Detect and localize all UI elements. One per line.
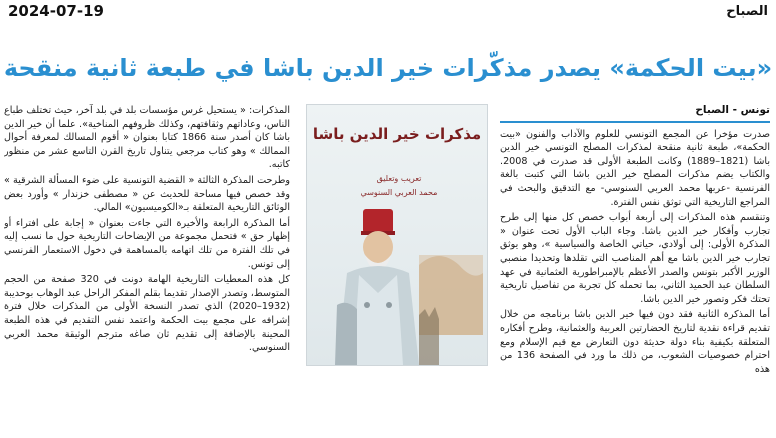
book-translator: محمد العربي السنوسي bbox=[360, 188, 438, 197]
article-column-left bbox=[4, 104, 290, 438]
paragraph: كل هذه المعطيات التاريخية الهامة دونت في 320 صفحة من الحجم المتوسط، وتصدر الإصدار تقديما بقلم المفكر الراحل عبد الوهاب بوحديبة (1932–2020) الذي تصدر النسخة الأولى من المذكرات خلال فترة إشرافه على مجمع بيت الحكمة واعتمد نفس التقديم في هذه الطبعة المحينة بالإضافة إلى تقديم ثان صاغه مترجم الوثيقة محمد العربي السنوسي. bbox=[4, 274, 290, 354]
book-title: مذكرات خير الدين باشا bbox=[312, 125, 482, 143]
article-column-right bbox=[500, 104, 770, 438]
newspaper-name: الصباح bbox=[726, 3, 768, 19]
book-cover-illustration bbox=[307, 105, 487, 365]
book-subtitle: تعريب وتعليق bbox=[376, 174, 422, 183]
article-byline: تونس - الصباح bbox=[500, 104, 770, 123]
paragraph: المذكرات: « يستحيل غرس مؤسسات بلد في بلد آخر، حيث تختلف طباع الناس، وعاداتهم وثقافتهم، وكذلك ظروفهم المناخية». علما أن خير الدين باشا كان أصدر سنة 1866 كتابا بعنوان « أقوم المسالك لمعرفة أحوال الممالك » وهو كتاب مرجعي يتناول تاريخ القرن التاسع عشر من منظور كاتبه. bbox=[4, 105, 290, 171]
paragraph: أما المذكرة الرابعة والأخيرة التي جاءت بعنوان « إجابة على افتراء أو إظهار حق » فتحمل مجموعة من الإيضاحات التاريخية حول ما نسب إليه في تلك الفترة من تلك اتهامه بالمساهمة في دخول الاستعمار الفرنسي إلى تونس. bbox=[4, 217, 290, 270]
masthead bbox=[0, 0, 776, 22]
issue-date: 2024-07-19 bbox=[8, 2, 104, 20]
paragraph: صدرت مؤخرا عن المجمع التونسي للعلوم والآداب والفنون «بيت الحكمة»، طبعة ثانية منقحة لمذكرات المصلح التونسي خير الدين باشا (1821–1889) وكانت الطبعة الأولى قد صدرت في 2008. والكتاب يضم مذكرات المصلح خير الدين باشا التي كتبت بالغة الفرنسية -عربها محمد العربي السنوسي- مع التدقيق والبحث في المراجع التاريخية التي توثق نفس الفترة. bbox=[500, 128, 770, 208]
article-headline: «بيت الحكمة» يصدر مذكّرات خير الدين باشا في طبعة ثانية منقحة bbox=[3, 54, 773, 82]
paragraph: أما المذكرة الثانية فقد دون فيها خير الدين باشا برنامجه من خلال تقديم قراءة نقدية لتاريخ الحضارتين العربية والعثمانية، وطرح أفكاره المتعلقة بكيفية بناء دولة حديثة دون التعارض مع قيم الإسلام ومع احترام خصوصيات الشعوب، من ذلك ما ورد في الصفحة 136 من هذه bbox=[500, 309, 770, 375]
book-cover-image bbox=[306, 104, 488, 366]
paragraph: وطرحت المذكرة الثالثة « القضية التونسية على ضوء المسألة الشرقية » وقد خصص فيها مساحة للحديث عن « مصطفى خزندار » وأورد بعض الوثائق التاريخية المتعلقة بـ«الكوميسيون» المالي. bbox=[4, 174, 290, 214]
paragraph: وتنقسم هذه المذكرات إلى أربعة أبواب خصص كل منها إلى طرح تجارب وأفكار خير الدين باشا. وجاء الباب الأول تحت عنوان « المذكرة الأولى: إلى أولادي، حياتي الخاصة والسياسية »، وهو يوثق تجارب خير الدين باشا مع أهم المناصب التي تقلدها وتحديدا منصبي الوزير الأكبر بتونس والصدر الأعظم بالإمبراطورية العثمانية في عهد السلطان عبد الحميد الثاني، بما تحمله كل تجربة من تفاصيل تاريخية تحتك فكر وتصور خير الدين باشا. bbox=[500, 212, 770, 305]
